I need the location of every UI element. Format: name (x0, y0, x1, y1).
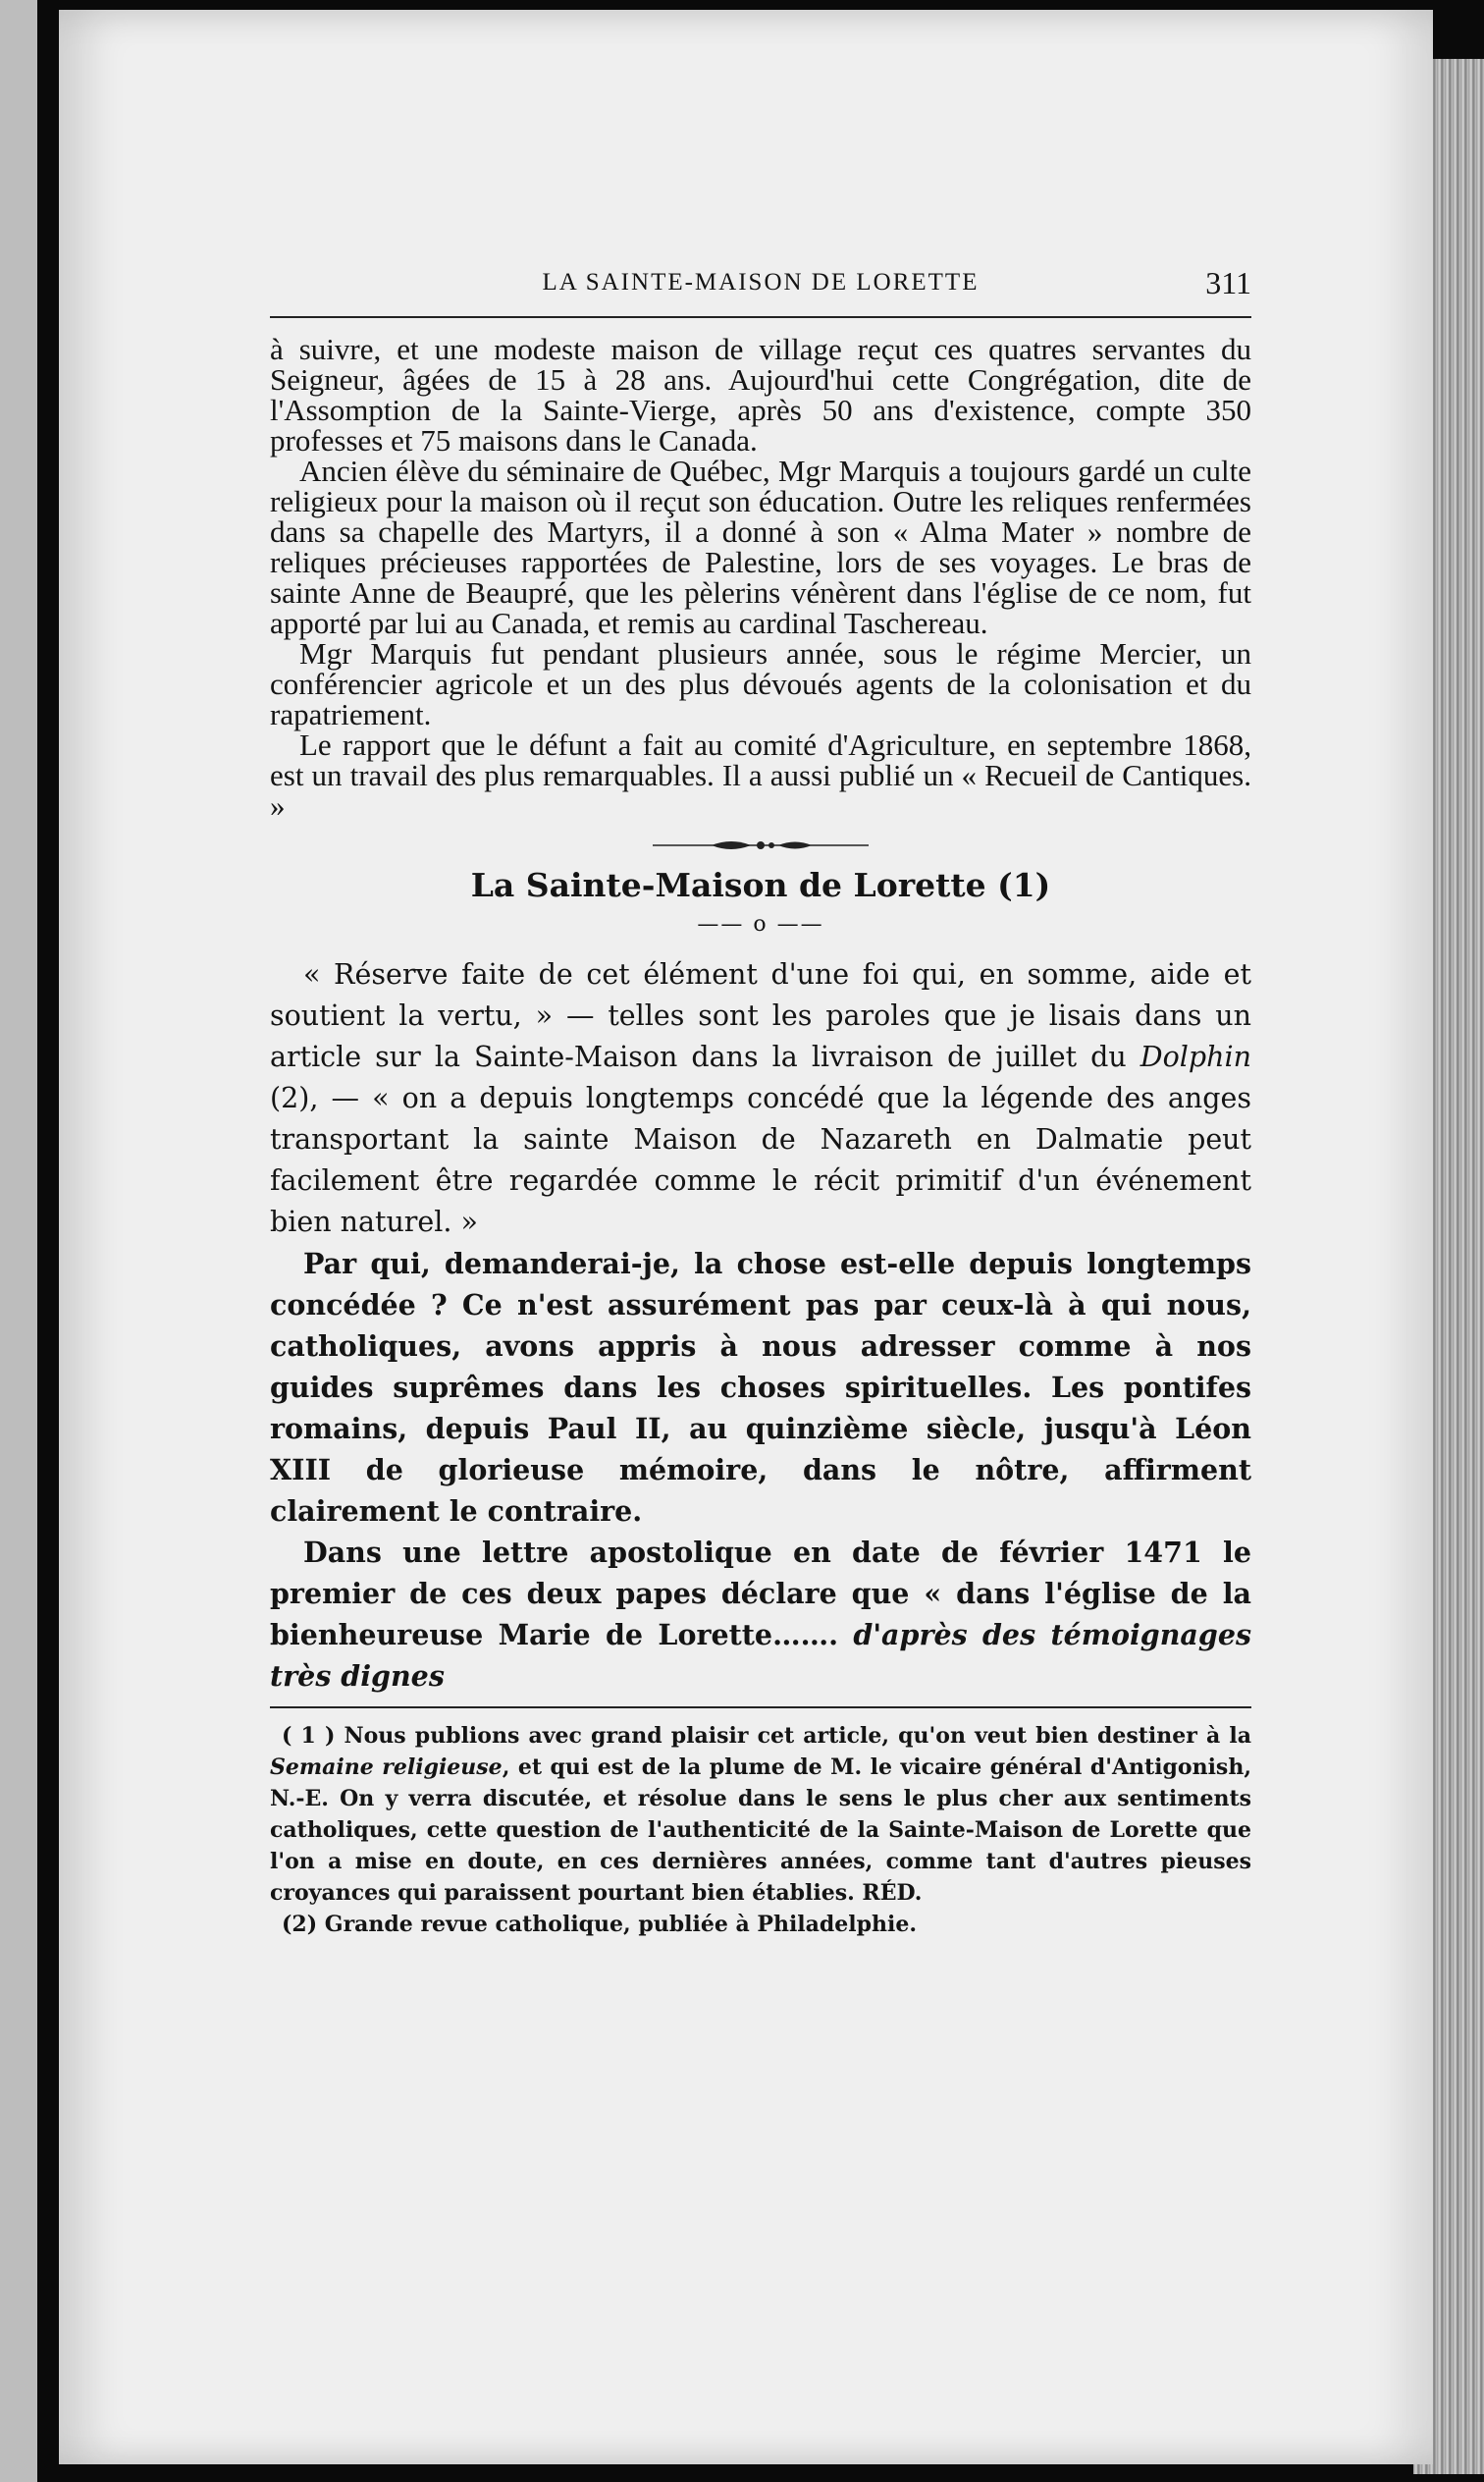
footnote-2: (2) Grande revue catholique, publiée à Philadelphie. (282, 1912, 918, 1937)
running-head (270, 255, 1251, 318)
running-title: LA SAINTE-MAISON DE LORETTE (542, 269, 980, 296)
title-separator: —— o —— (697, 912, 824, 937)
fn1-text-after: , et qui est de la plume de M. le vicaire général d'Antigonish, N.-E. On y verra discutée, et résolue dans le sens le plus cher aux sentiments catholiques, cette question de l'authenticité de la Sainte-Maison de Lorette que l'on a mise en doute, en ces dernières années, comme tant d'autres pieuses croyances qui paraissent pourtant bien établies. RÉD. (270, 1754, 1251, 1906)
paragraph-seminary: Ancien élève du séminaire de Québec, Mgr Marquis a toujours gardé un culte religieux pour la maison où il reçut son éducation. Outre les reliques renfermées dans sa chapelle des Martyrs, il a donné à son « Alma Mater » nombre de reliques précieuses rapportées de Palestine, lors de ses voyages. Le bras de sainte Anne de Beaupré, que les pèlerins vénèrent dans l'église de ce nom, fut apporté par lui au Canada, et remis au cardinal Taschereau. (270, 454, 1251, 640)
fn1-italic: Semaine religieuse (270, 1754, 503, 1780)
paragraph-intro: à suivre, et une modeste maison de village reçut ces quatres servantes du Seigneur, âgées de 15 à 28 ans. Aujourd'hui cette Congrégation, dite de l'Assomption de la Sainte-Vierge, après 50 ans d'existence, compte 350 professes et 75 maisons dans le Canada. (270, 332, 1251, 458)
fn1-text-before: ( 1 ) Nous publions avec grand plaisir cet article, qu'on veut bien destiner à la (282, 1723, 1251, 1749)
article-title: La Sainte-Maison de Lorette (1) (470, 866, 1051, 904)
article-paragraph-3 (270, 1532, 1251, 1697)
footnote-1 (270, 1720, 1251, 1909)
footnote-rule (270, 1706, 1251, 1708)
p1-text-after: (2), — « on a depuis longtemps concédé que la légende des anges transportant la sainte Maison de Nazareth en Dalmatie peut facilement être regardée comme le récit primitif d'un événement bien naturel. » (270, 1082, 1251, 1238)
article-paragraph-1 (270, 954, 1251, 1243)
p3-italic: d'après des témoignages très dignes (270, 1618, 1252, 1693)
ornament-divider (653, 835, 869, 856)
p3-text-before: Dans une lettre apostolique en date de février 1471 le premier de ces deux papes déclare que « dans l'église de la bienheureuse Marie de Lorette……. (270, 1536, 1251, 1651)
dolphin-italic: Dolphin (1140, 1041, 1251, 1073)
paragraph-lecturer: Mgr Marquis fut pendant plusieurs année, sous le régime Mercier, un conférencier agricole et un des plus dévoués agents de la colonisation et du rapatriement. (270, 636, 1251, 731)
page-number: 311 (1205, 265, 1251, 300)
article-paragraph-2: Par qui, demanderai-je, la chose est-elle depuis longtemps concédée ? Ce n'est assurément pas par ceux-là à qui nous, catholiques, avons appris à nous adresser comme à nos guides suprêmes dans les choses spirituelles. Les pontifes romains, depuis Paul II, au quinzième siècle, jusqu'à Léon XIII de glorieuse mémoire, dans le nôtre, affirment clairement le contraire. (270, 1247, 1251, 1528)
p1-text-before: « Réserve faite de cet élément d'une foi qui, en somme, aide et soutient la vertu, » — telles sont les paroles que je lisais dans un article sur la Sainte-Maison dans la livraison de juillet du (270, 958, 1251, 1073)
paragraph-report: Le rapport que le défunt a fait au comité d'Agriculture, en septembre 1868, est un travail des plus remarquables. Il a aussi publié un « Recueil de Cantiques. » (270, 728, 1251, 823)
book-page (59, 10, 1433, 2464)
page-content (270, 255, 1251, 1940)
previous-page-edge (0, 0, 37, 2482)
